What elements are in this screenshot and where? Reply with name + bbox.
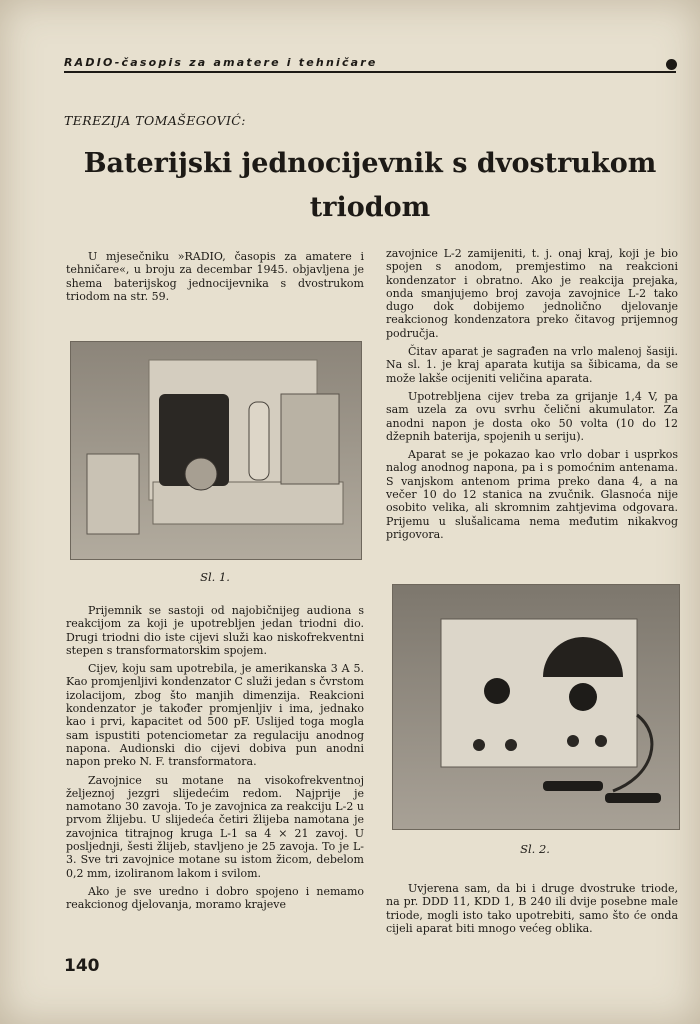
left-paragraph-2: Cijev, koju sam upotrebila, je amerikanska 3 A 5. Kao promjenljivi kondenzator C služi jedan s čvrstom izolacijom, zbog što manjih dimenzija. Reakcioni kondenzator je također promjenljiv i ima, jednako kao i prvi, kapacitet od 500 pF. Uslijed toga mogla sam ispustiti potenciometar za regulaciju anodnog napona. Audionski dio cijevi dobiva pun anodni napon preko N. F. transformatora. bbox=[66, 662, 364, 769]
right-column bbox=[386, 247, 678, 546]
right-paragraph-3: Upotrebljena cijev treba za grijanje 1,4 V, pa sam uzela za ovu svrhu čelični akumulator. Za anodni napon je dosta oko 50 volta (10 do 12 džepnih baterija, spojenih u seriju). bbox=[386, 389, 678, 443]
running-header: RADIO-časopis za amatere i tehničare bbox=[64, 56, 378, 69]
left-paragraph-4: Ako je sve uredno i dobro spojeno i nemamo reakcionog djelovanja, moramo krajeve bbox=[66, 884, 364, 912]
right-paragraph-1: zavojnice L-2 zamijeniti, t. j. onaj kraj, koji je bio spojen s anodom, premjestimo na reakcioni kondenzator i obratno. Ako je reakcija prejaka, onda smanjujemo broj zavoja zavojnice L-2 tako dugo dok dobijemo jednolično djelovanje reakcionog kondenzatora preko čitavog prijemnog područja. bbox=[386, 247, 678, 340]
figure-1-photo bbox=[70, 341, 362, 560]
right-paragraph-2: Čitav aparat je sagrađen na vrlo malenoj šasiji. Na sl. 1. je kraj aparata kutija sa šibicama, da se može lakše ocijeniti veličina aparata. bbox=[386, 345, 678, 385]
header-bullet bbox=[666, 59, 677, 70]
figure-2-photo bbox=[392, 584, 680, 830]
closing-paragraph bbox=[386, 882, 678, 940]
figure-2-caption: Sl. 2. bbox=[520, 842, 550, 856]
figure-1-caption: Sl. 1. bbox=[200, 570, 230, 584]
intro-text: U mjesečniku »RADIO, časopis za amatere i tehničare«, u broju za decembar 1945. objavljena je shema baterijskog jednocijevnika s dvostrukom triodom na str. 59. bbox=[66, 250, 364, 303]
header-rule bbox=[64, 71, 676, 73]
author-name: TEREZIJA TOMAŠEGOVIĆ: bbox=[64, 113, 246, 128]
radio-front-panel-photo bbox=[393, 585, 679, 829]
left-paragraph-1: Prijemnik se sastoji od najobičnijeg audiona s reakcijom za koji je upotrebljen jedan triodni dio. Drugi triodni dio iste cijevi služi kao niskofrekventni stepen s transformatorskim spojem. bbox=[66, 604, 364, 657]
left-paragraph-3: Zavojnice su motane na visokofrekventnoj željeznoj jezgri slijedećim redom. Najprije je namotano 30 zavoja. To je zavojnica za reakciju L-2 u prvom žlijebu. U slijedeća četiri žlijeba namotana je zavojnica titrajnog kruga L-1 sa 4 × 21 zavoj. U posljednji, šesti žlijeb, stavljeno je 25 zavoja. To je L-3. Sve tri zavojnice motane su istom žicom, debelom 0,2 mm, izoliranom lakom i svilom. bbox=[66, 773, 364, 880]
article-title: Baterijski jednocijevnik s dvostrukom triodom bbox=[83, 148, 657, 223]
right-paragraph-4: Aparat se je pokazao kao vrlo dobar i usprkos nalog anodnog napona, pa i s pomoćnim antenama. S vanjskom antenom prima preko dana 4, a na večer 10 do 12 stanica na zvučnik. Glasnoća nije osobito velika, ali skromnim zahtjevima odgovara. Prijemu u slušalicama nema međutim nikakvog prigovora. bbox=[386, 448, 678, 541]
left-column bbox=[66, 604, 364, 917]
intro-paragraph bbox=[66, 250, 364, 308]
radio-chassis-photo bbox=[71, 342, 361, 559]
page-number: 140 bbox=[64, 956, 100, 976]
closing-text: Uvjerena sam, da bi i druge dvostruke triode, na pr. DDD 11, KDD 1, B 240 ili dvije posebne male triode, mogli isto tako upotrebiti, samo što će onda cijeli aparat biti mnogo većeg oblika. bbox=[386, 882, 678, 935]
